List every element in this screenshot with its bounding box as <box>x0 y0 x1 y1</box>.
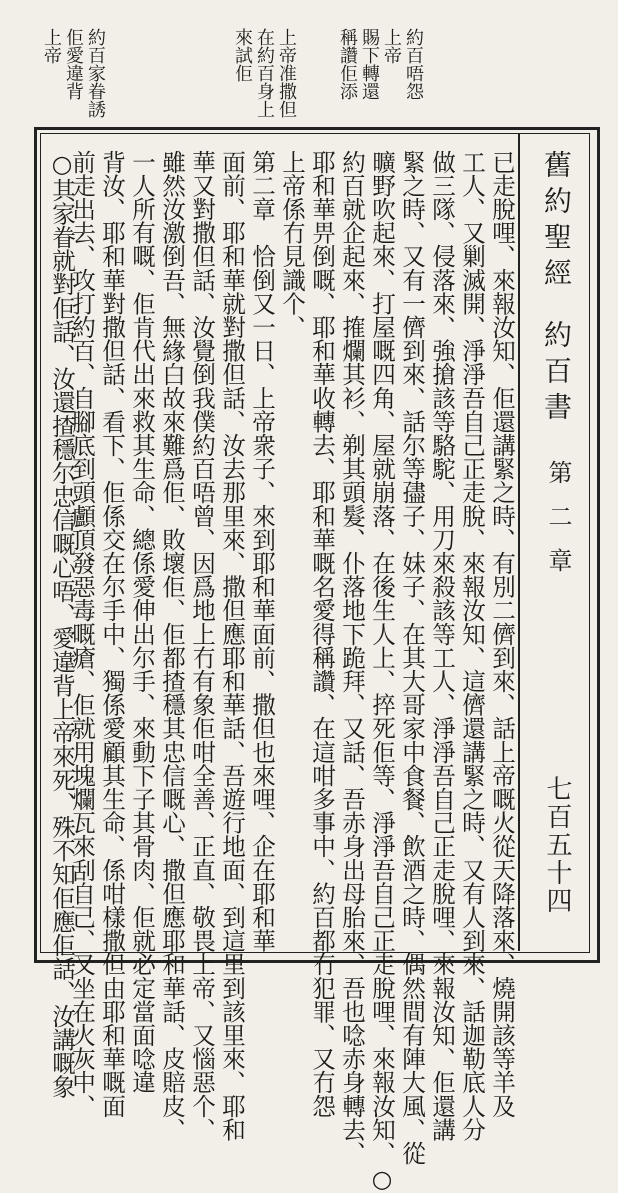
text-column-6: 約百就企起來、搉爛其衫、剃其頭髮、仆落地下跪拜、又話、吾赤身出母胎來、吾也唸赤身轉去、 <box>338 150 366 1165</box>
text-column-4: 緊之時、又有一儕到來、話尔等孻子、妹子、在其大哥家中食餐、飲酒之時、偶然間有陣大風、從 <box>398 150 426 1165</box>
header-note-1-col-1: 約百唔怨 <box>403 28 424 100</box>
text-column-11: 華又對撒但話、汝覺倒我僕約百唔曾、因爲地上冇有象佢咁全善、正直、敬畏上帝、又惱惡个、 <box>188 150 216 1142</box>
text-column-10: 面前、耶和華就對撒但話、汝去那里來、撒但應耶和華話、吾遊行地面、到這里到該里來、耶和 <box>218 150 246 1142</box>
book-title: 舊約聖經 <box>540 150 573 294</box>
text-column-3: 做三隊、侵落來、強搶該等駱駝、用刀來殺該等工人、淨淨吾自己正走脫哩、來報汝知、佢還講 <box>428 150 456 1142</box>
text-column-14: 背汝、耶和華對撒但話、看下、佢係交在尔手中、獨係愛顧其生命、係咁樣撒但由耶和華嘅面 <box>98 150 126 1118</box>
header-note-2-col-3: 來試佢 <box>232 28 253 82</box>
header-rule <box>518 133 520 951</box>
text-column-5: 曠野吹起來、打屋嘅四角、屋就崩落、在後生人上、捽死佢等、淨淨吾自己正走脫哩、來報汝知、○ <box>368 150 396 1193</box>
header-note-2-col-1: 上帝准撒但 <box>276 28 297 118</box>
header-note-1-col-4: 稱讚佢添 <box>337 28 358 100</box>
text-column-7: 耶和華畀倒嘅、耶和華收轉去、耶和華嘅名愛得稱讚、在這咁多事中、約百都冇犯罪、又冇怨 <box>308 150 336 1118</box>
text-column-13: 一人所有嘅、佢肯代出來救其生命、總係愛伸出尔手、來動下子其骨肉、佢就必定當面唸違 <box>128 150 156 1094</box>
text-column-1: 已走脫哩、來報汝知、佢還講緊之時、有別二儕到來、話上帝嘅火從天降落來、燒開該等羊及 <box>488 150 516 1118</box>
header-note-2-col-2: 在約百身上 <box>254 28 275 118</box>
text-column-15: 前走出去、攻打約百、自腳底到頭顱頂發惡毒嘅瘡、佢就用塊爛瓦來刮自己、又坐在火灰中、 <box>68 150 96 1118</box>
header-note-3-col-2: 佢愛違背 <box>63 28 84 100</box>
page-number: 七百五十四 <box>542 775 572 915</box>
running-chapter: 第二章 <box>544 460 572 592</box>
book-section: 約百書 <box>540 320 573 428</box>
text-column-8: 上帝係冇見識个、 <box>278 150 306 339</box>
text-column-16: ○其家眷就對佢話、汝還揸穩尔忠信嘅心唔、愛違背上帝來死、殊不知佢應佢話、汝講嘅象 <box>48 150 76 1099</box>
header-note-3-col-3: 上帝 <box>41 28 62 64</box>
text-column-2: 工人、又剿滅開、淨淨吾自己正走脫、來報汝知、這儕還講緊之時、又有人到來、話迦勒底人分 <box>458 150 486 1142</box>
header-note-1-col-2: 上帝 <box>381 28 402 64</box>
text-column-9: 第二章 恰倒又一日、上帝衆子、來到耶和華面前、撒但也來哩、企在耶和華 <box>248 150 276 953</box>
text-column-12: 雖然汝激倒吾、無緣白故來難爲佢、敗壞佢、佢都揸穩其忠信嘅心、撒但應耶和華話、皮賠皮、 <box>158 150 186 1142</box>
header-note-1-col-3: 賜下轉還 <box>359 28 380 100</box>
header-note-3-col-1: 約百家眷誘 <box>85 28 106 118</box>
